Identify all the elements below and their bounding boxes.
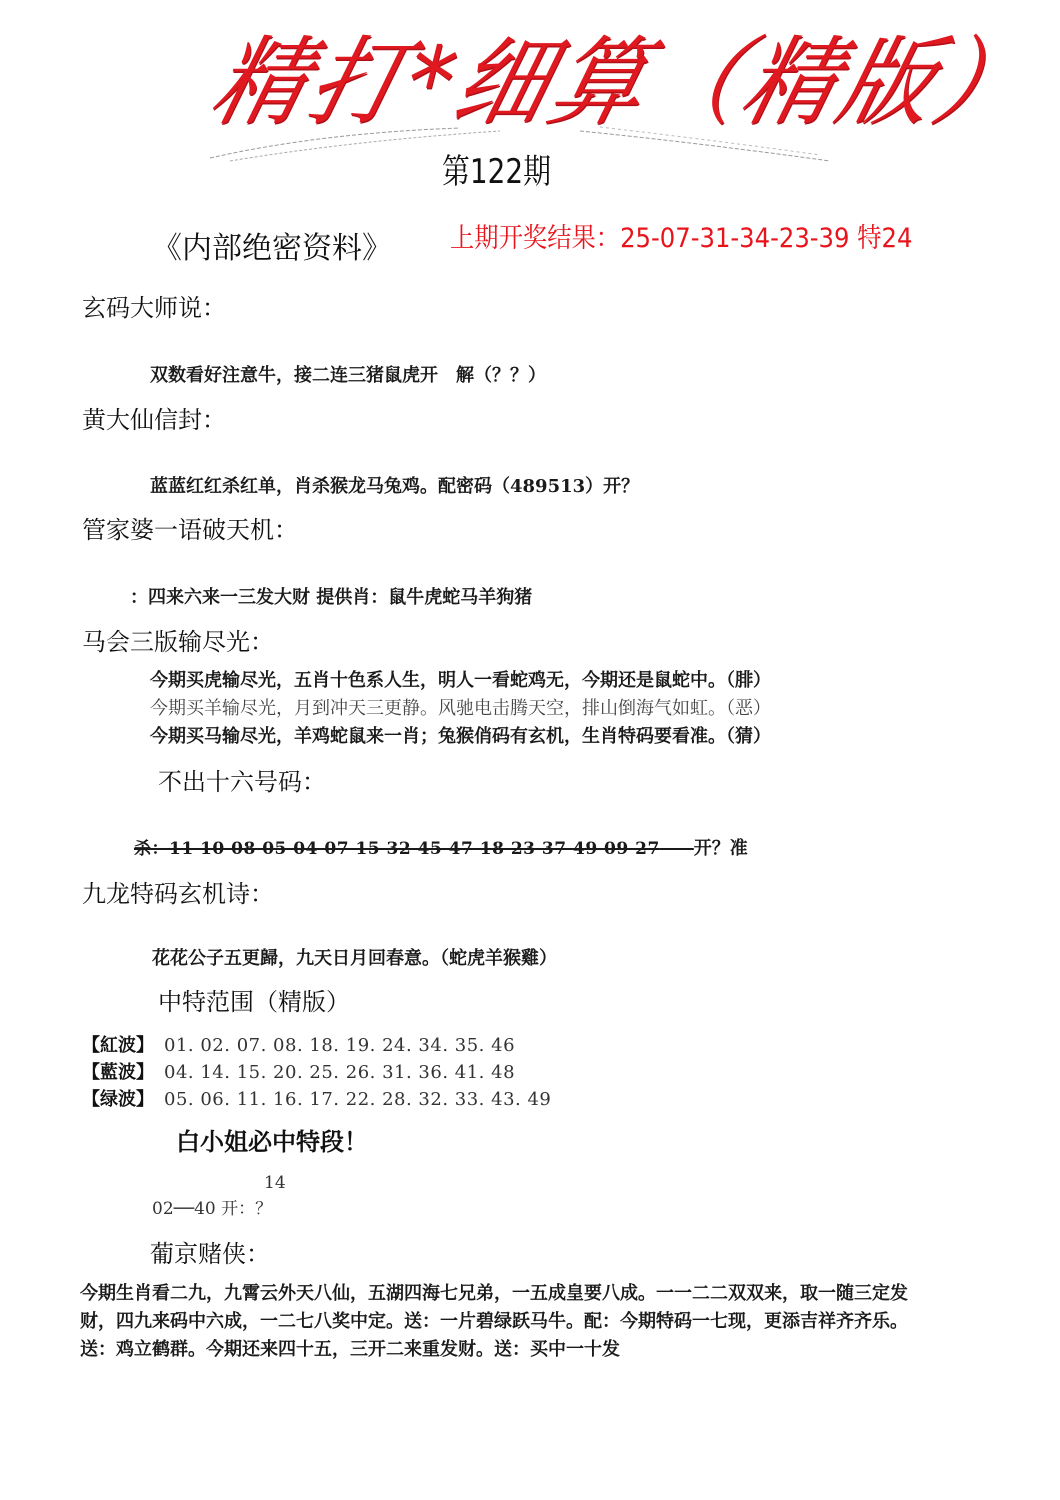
section-heading-range: 中特范围（精版） [158,988,350,1016]
banner-title-text: 精打*细算（精版） [201,26,1048,139]
miss-bai-range: 02──40 开：？ [152,1199,273,1219]
wave-row-red [82,1032,551,1059]
jockey-line-1: 今期买虎输尽光，五肖十色系人生，明人一看蛇鸡无，今期还是鼠蛇中。（腓） [150,670,771,691]
master-text: 双数看好注意牛，接二连三猪鼠虎开 解（？？） [150,365,546,386]
wave-numbers: 01. 02. 07. 08. 18. 19. 24. 34. 35. 46 [164,1035,516,1056]
kill-strike-tail [660,839,694,859]
macau-line-1: 今期生肖看二九，九霄云外天八仙，五湖四海七兄弟，一五成皇要八成。一一二二双双来，取一随三定发 [80,1283,908,1304]
secret-material-title: 《内部绝密资料》 [152,231,392,266]
kill-numbers: 11 10 08 05 04 07 15 32 45 47 18 23 37 49 09 27 [169,839,660,859]
banner-title [200,26,1048,143]
wave-row-green [82,1086,551,1113]
huang-text: 蓝蓝红红杀红单，肖杀猴龙马兔鸡。配密码（489513）开？ [150,476,640,497]
section-heading-miss-bai: 白小姐必中特段！ [176,1127,368,1156]
section-heading-jockey: 马会三版输尽光： [82,628,274,656]
housekeeper-text: ：四来六来一三发大财 提供肖：鼠牛虎蛇马羊狗猪 [130,587,533,608]
wave-label: 【藍波】 [82,1062,154,1083]
section-heading-master: 玄码大师说： [82,294,226,322]
kill-numbers-line [134,836,748,862]
macau-line-3: 送：鸡立鹤群。今期还来四十五，三开二来重发财。送：买中一十发 [80,1339,620,1360]
kill-suffix: 开？准 [693,838,748,859]
wave-label: 【绿波】 [82,1089,154,1110]
wave-row-blue [82,1059,551,1086]
macau-paragraph [80,1280,960,1364]
issue-number: 第122期 [442,152,551,192]
section-heading-huang: 黄大仙信封： [82,406,226,434]
wave-numbers: 04. 14. 15. 20. 25. 26. 31. 36. 41. 48 [164,1062,516,1083]
wave-numbers: 05. 06. 11. 16. 17. 22. 28. 32. 33. 43. 49 [164,1089,552,1110]
wave-label: 【紅波】 [82,1035,154,1056]
section-heading-nine-dragon: 九龙特码玄机诗： [82,880,274,908]
jockey-line-2: 今期买羊输尽光，月到冲天三更静。风驰电击腾天空，排山倒海气如虹。（恶） [150,698,771,719]
jockey-line-3: 今期买马输尽光，羊鸡蛇鼠来一肖；兔猴俏码有玄机，生肖特码要看准。（猜） [150,726,771,747]
nine-dragon-text: 花花公子五更歸，九天日月回春意。（蛇虎羊猴雞） [152,948,557,969]
miss-bai-top-number: 14 [264,1173,286,1193]
macau-line-2: 财，四九来码中六成，一二七八奖中定。送：一片碧绿跃马牛。配：今期特码一七现，更添吉祥齐齐乐。 [80,1311,908,1332]
kill-prefix: 杀： [134,839,169,859]
last-draw-result: 上期开奖结果：25-07-31-34-23-39 特24 [450,223,913,254]
section-heading-macau: 葡京赌侠： [150,1240,270,1268]
section-heading-housekeeper: 管家婆一语破天机： [82,516,298,544]
section-heading-sixteen: 不出十六号码： [158,768,326,796]
wave-range-table [82,1032,551,1113]
